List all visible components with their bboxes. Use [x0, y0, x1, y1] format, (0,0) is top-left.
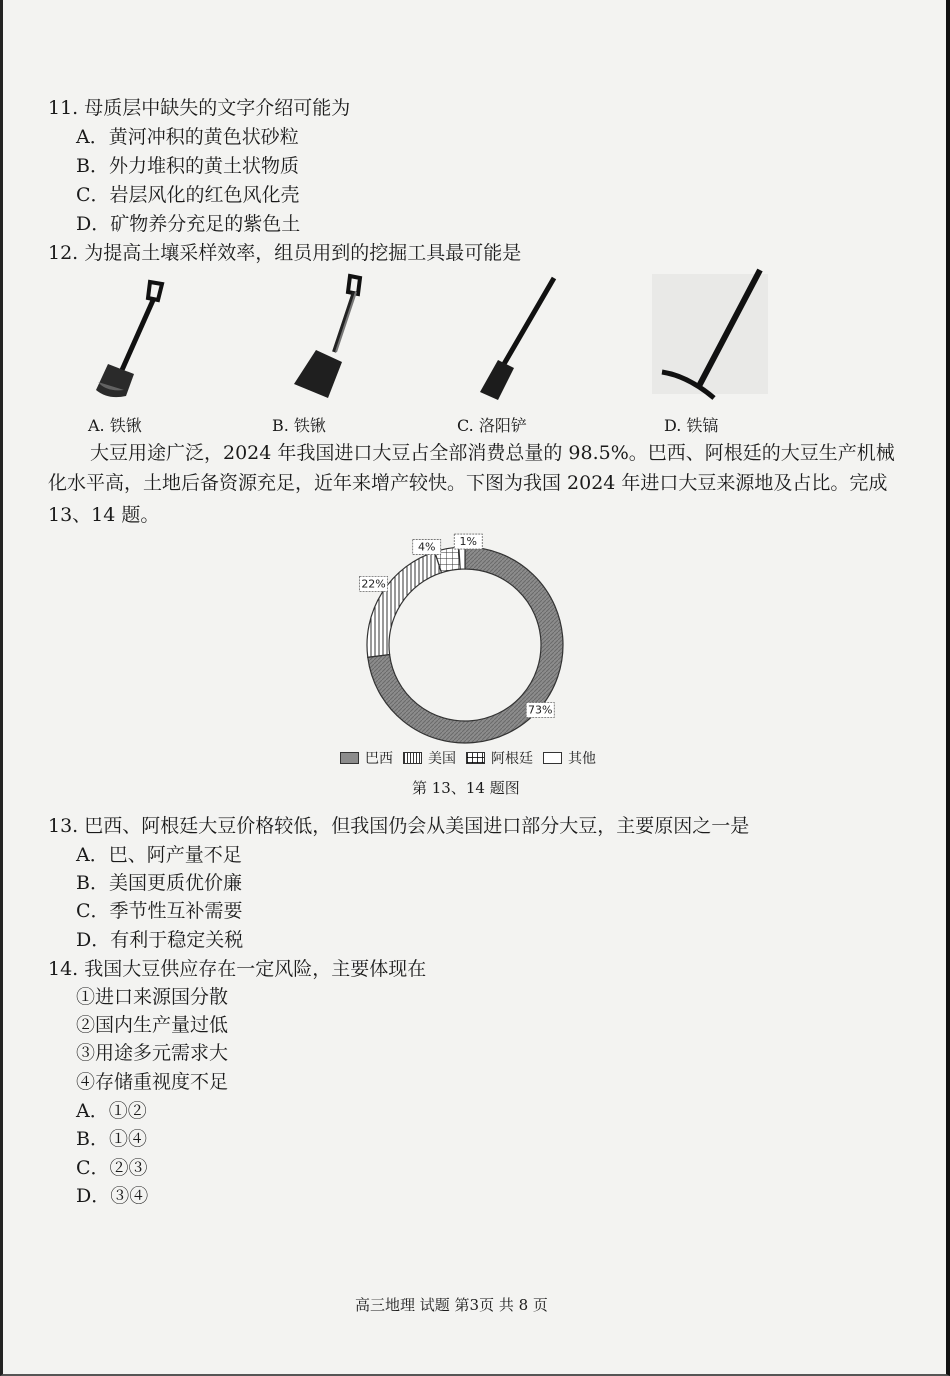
page-footer: 高三地理 试题 第3页 共 8 页 [355, 1296, 548, 1314]
q13-option-a: A．巴、阿产量不足 [76, 844, 242, 866]
chart-legend [340, 748, 596, 768]
donut-slice-usa [367, 552, 442, 657]
tool-label-b: B. 铁锹 [272, 416, 326, 435]
q11-option-b: B．外力堆积的黄土状物质 [76, 155, 299, 177]
q11-option-d: D．矿物养分充足的紫色土 [76, 213, 301, 235]
tool-label-a: A. 铁锹 [88, 416, 142, 435]
legend-swatch-argentina [466, 752, 485, 764]
q11-option-c: C．岩层风化的红色风化壳 [76, 184, 300, 206]
q13-option-d: D．有利于稳定关税 [76, 929, 244, 951]
legend-label-argentina: 阿根廷 [491, 751, 533, 767]
q14-option-a: A．①② [76, 1100, 147, 1122]
legend-swatch-usa [403, 752, 422, 764]
q11-stem: 11. 母质层中缺失的文字介绍可能为 [48, 97, 351, 119]
shovel-b-image [288, 272, 370, 400]
data-label-brazil: 73% [528, 703, 553, 717]
q13-option-b: B．美国更质优价廉 [76, 872, 242, 894]
passage-line-3: 13、14 题。 [48, 504, 160, 526]
legend-label-usa: 美国 [428, 751, 456, 767]
q14-option-b: B．①④ [76, 1128, 147, 1150]
legend-swatch-other [543, 752, 562, 764]
legend-label-other: 其他 [568, 751, 596, 767]
shovel-a-image [88, 278, 168, 400]
q11-option-a: A．黄河冲积的黄色状砂粒 [76, 126, 299, 148]
q14-option-c: C．②③ [76, 1157, 148, 1179]
q12-stem: 12. 为提高土壤采样效率，组员用到的挖掘工具最可能是 [48, 242, 522, 264]
q13-option-c: C．季节性互补需要 [76, 900, 243, 922]
legend-swatch-brazil [340, 752, 359, 764]
tool-label-c: C. 洛阳铲 [457, 416, 527, 435]
data-label-usa: 22% [361, 577, 386, 591]
figure-caption: 第 13、14 题图 [412, 779, 520, 797]
soybean-import-donut-chart [350, 528, 580, 748]
q14-stem: 14. 我国大豆供应存在一定风险，主要体现在 [48, 958, 427, 980]
q14-item-3: ③用途多元需求大 [76, 1042, 229, 1064]
q13-stem: 13. 巴西、阿根廷大豆价格较低，但我国仍会从美国进口部分大豆，主要原因之一是 [48, 815, 750, 837]
q14-item-1: ①进口来源国分散 [76, 986, 229, 1008]
tool-label-d: D. 铁镐 [664, 416, 719, 435]
pickaxe-image [648, 264, 772, 404]
data-label-other: 1% [459, 535, 477, 549]
q14-option-d: D．③④ [76, 1185, 149, 1207]
legend-label-brazil: 巴西 [365, 751, 393, 767]
q14-item-4: ④存储重视度不足 [76, 1071, 229, 1093]
q14-item-2: ②国内生产量过低 [76, 1014, 229, 1036]
luoyang-spade-image [470, 274, 560, 402]
passage-line-2: 化水平高，土地后备资源充足，近年来增产较快。下图为我国 2024 年进口大豆来源地及占比。完成 [48, 472, 888, 494]
data-label-argentina: 4% [417, 540, 436, 554]
donut-slice-other [459, 547, 465, 569]
passage-line-1: 大豆用途广泛，2024 年我国进口大豆占全部消费总量的 98.5%。巴西、阿根廷的大豆生产机械 [90, 442, 895, 464]
